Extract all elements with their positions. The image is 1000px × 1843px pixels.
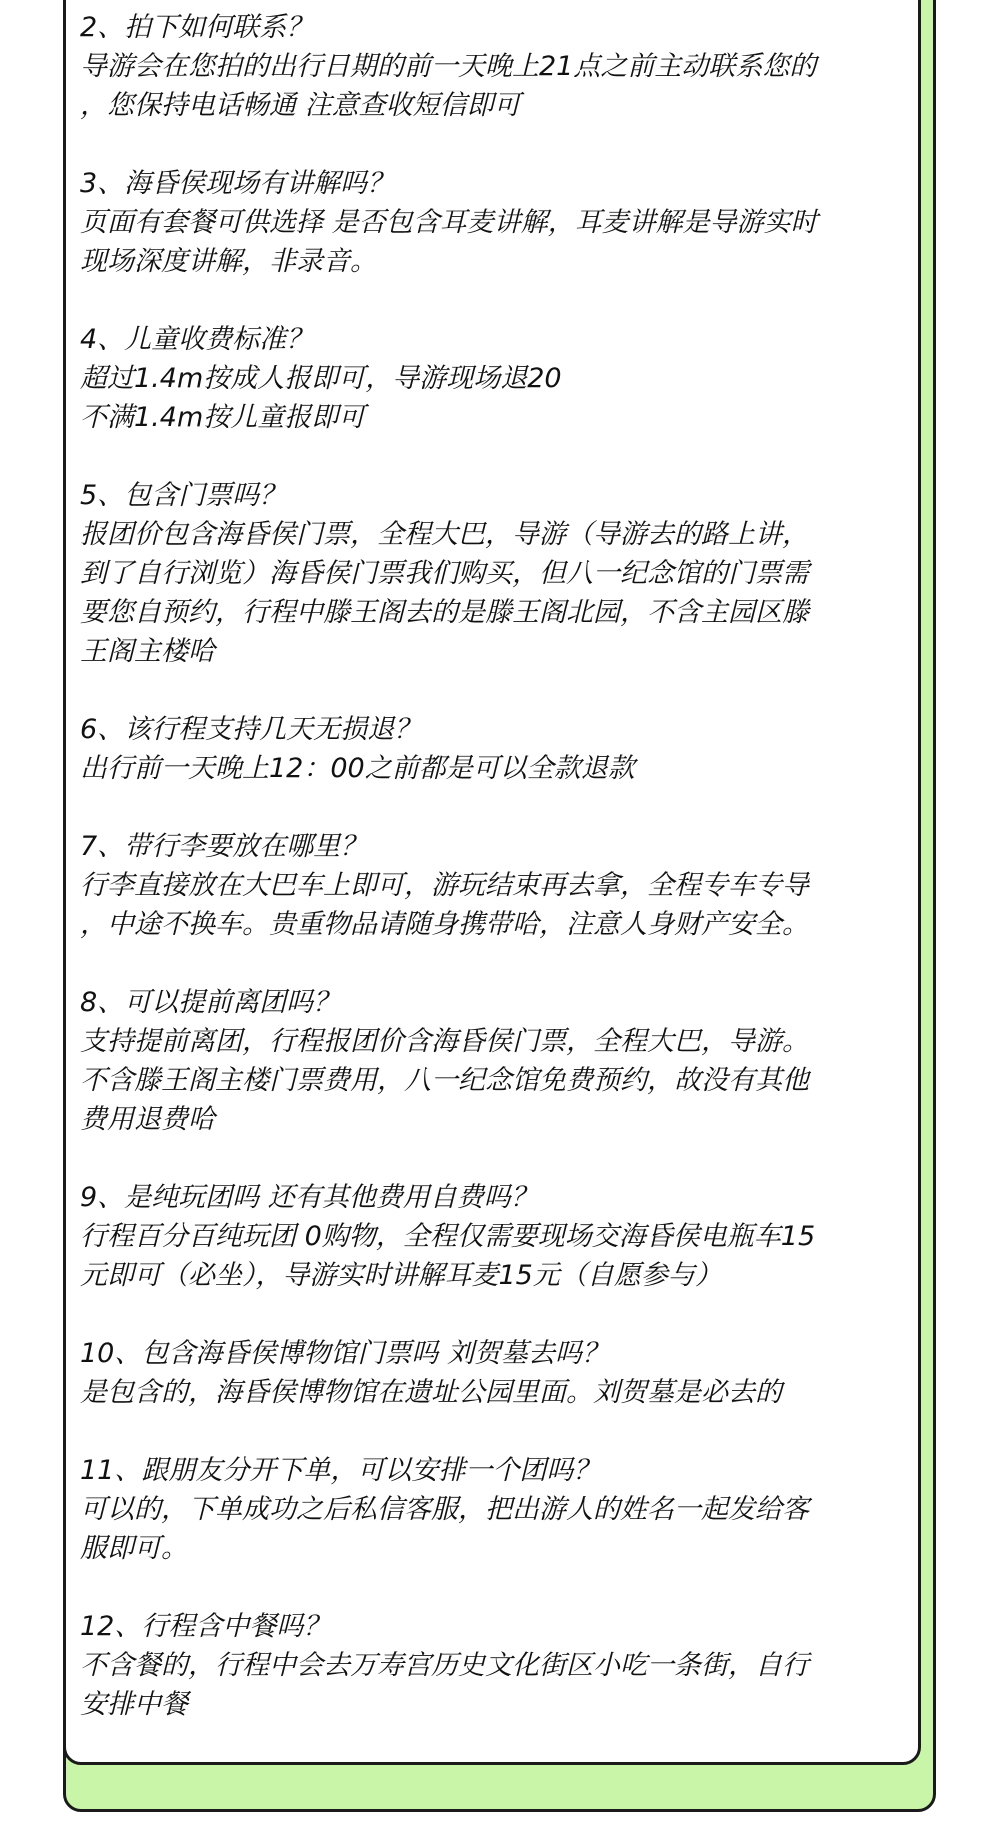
faq-question: 10、包含海昏侯博物馆门票吗 刘贺墓去吗？ <box>80 1338 609 1369</box>
faq-question: 2、拍下如何联系？ <box>80 12 314 43</box>
faq-question: 8、可以提前离团吗？ <box>80 987 341 1018</box>
faq-answer-line: 不含滕王阁主楼门票费用，八一纪念馆免费预约，故没有其他 <box>80 1065 809 1096</box>
faq-item <box>80 1178 900 1295</box>
faq-gap <box>80 1568 900 1607</box>
faq-question: 7、带行李要放在哪里？ <box>80 831 368 862</box>
faq-answer-line: 安排中餐 <box>80 1689 188 1720</box>
faq-item <box>80 164 900 281</box>
faq-item <box>80 476 900 671</box>
faq-gap <box>80 671 900 710</box>
faq-question: 9、是纯玩团吗 还有其他费用自费吗？ <box>80 1182 538 1213</box>
faq-question: 3、海昏侯现场有讲解吗？ <box>80 168 395 199</box>
faq-question: 4、儿童收费标准？ <box>80 324 314 355</box>
faq-item <box>80 710 900 788</box>
faq-question: 12、行程含中餐吗？ <box>80 1611 331 1642</box>
faq-gap <box>80 125 900 164</box>
faq-gap <box>80 281 900 320</box>
faq-gap <box>80 944 900 983</box>
faq-gap <box>80 437 900 476</box>
faq-item <box>80 8 900 125</box>
faq-answer-line: 行李直接放在大巴车上即可，游玩结束再去拿，全程专车专导 <box>80 870 809 901</box>
faq-answer-line: 导游会在您拍的出行日期的前一天晚上21点之前主动联系您的 <box>80 51 817 82</box>
faq-answer-line: ，中途不换车。贵重物品请随身携带哈，注意人身财产安全。 <box>80 909 809 940</box>
faq-gap <box>80 1139 900 1178</box>
faq-answer-line: 不含餐的，行程中会去万寿宫历史文化街区小吃一条街，自行 <box>80 1650 809 1681</box>
faq-answer-line: 是包含的，海昏侯博物馆在遗址公园里面。刘贺墓是必去的 <box>80 1377 782 1408</box>
faq-answer-line: 页面有套餐可供选择 是否包含耳麦讲解，耳麦讲解是导游实时 <box>80 207 818 238</box>
faq-item <box>80 1334 900 1412</box>
faq-gap <box>80 1412 900 1451</box>
faq-question: 5、包含门票吗？ <box>80 480 287 511</box>
faq-answer-line: 王阁主楼哈 <box>80 636 215 667</box>
faq-gap <box>80 788 900 827</box>
faq-item <box>80 1607 900 1724</box>
faq-item <box>80 1451 900 1568</box>
faq-answer-line: 要您自预约，行程中滕王阁去的是滕王阁北园，不含主园区滕 <box>80 597 809 628</box>
faq-list <box>80 8 900 1724</box>
faq-gap <box>80 1295 900 1334</box>
faq-answer-line: 报团价包含海昏侯门票，全程大巴，导游（导游去的路上讲， <box>80 519 809 550</box>
faq-item <box>80 983 900 1139</box>
faq-item <box>80 827 900 944</box>
faq-answer-line: 可以的，下单成功之后私信客服，把出游人的姓名一起发给客 <box>80 1494 809 1525</box>
faq-answer-line: ，您保持电话畅通 注意查收短信即可 <box>80 90 521 121</box>
faq-item <box>80 320 900 437</box>
faq-answer-line: 支持提前离团，行程报团价含海昏侯门票，全程大巴，导游。 <box>80 1026 809 1057</box>
faq-answer-line: 超过1.4m按成人报即可，导游现场退20 <box>80 363 562 394</box>
faq-answer-line: 不满1.4m按儿童报即可 <box>80 402 366 433</box>
faq-answer-line: 服即可。 <box>80 1533 188 1564</box>
faq-answer-line: 费用退费哈 <box>80 1104 215 1135</box>
faq-answer-line: 出行前一天晚上12：00之前都是可以全款退款 <box>80 753 635 784</box>
faq-answer-line: 到了自行浏览）海昏侯门票我们购买，但八一纪念馆的门票需 <box>80 558 809 589</box>
faq-question: 11、跟朋友分开下单，可以安排一个团吗？ <box>80 1455 601 1486</box>
faq-answer-line: 现场深度讲解，非录音。 <box>80 246 377 277</box>
faq-answer-line: 行程百分百纯玩团 0购物，全程仅需要现场交海昏侯电瓶车15 <box>80 1221 816 1252</box>
faq-question: 6、该行程支持几天无损退？ <box>80 714 422 745</box>
faq-answer-line: 元即可（必坐），导游实时讲解耳麦15元（自愿参与） <box>80 1260 722 1291</box>
